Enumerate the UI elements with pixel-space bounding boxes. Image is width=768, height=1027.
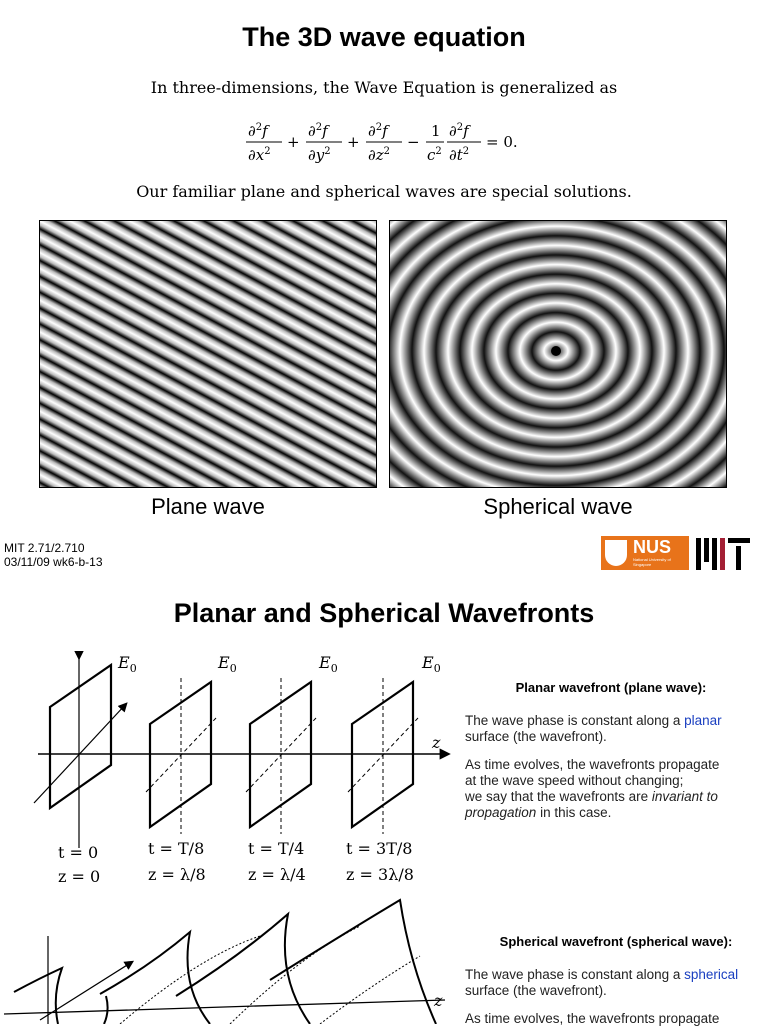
slide-date: 03/11/09 wk6-b-13	[4, 555, 103, 569]
svg-text:∂x2: $\partial x^2$	[248, 146, 271, 164]
svg-text:+: +	[287, 133, 300, 151]
field-label: $E_0$	[218, 653, 237, 675]
frame-z-label: z = 3λ/8	[346, 865, 414, 884]
field-label: $E_0$	[422, 653, 441, 675]
field-label: $E_0$	[319, 653, 338, 675]
svg-text:−: −	[407, 133, 420, 151]
spherical-wave-image	[389, 220, 727, 488]
course-number: MIT 2.71/2.710	[4, 541, 85, 555]
frame-time-label: t = 0	[58, 843, 99, 862]
planar-paragraph-1: The wave phase is constant along a planar surface (the wavefront).	[465, 713, 722, 744]
planar-heading: Planar wavefront (plane wave):	[515, 680, 707, 695]
svg-text:1: 1	[431, 122, 441, 140]
frame-z-label: z = λ/4	[248, 865, 306, 884]
planar-text	[465, 713, 765, 821]
slide2-title: Planar and Spherical Wavefronts	[173, 598, 595, 628]
nus-logo-subtext: National University of Singapore	[633, 557, 671, 567]
frame-z-label: z = λ/8	[148, 865, 206, 884]
plane-wave-image	[39, 220, 377, 488]
nus-crest-icon	[605, 540, 627, 566]
spherical-paragraph-2: As time evolves, the wavefronts propagate	[465, 1011, 720, 1026]
spherical-heading: Spherical wavefront (spherical wave):	[499, 934, 733, 949]
intro-text: In three-dimensions, the Wave Equation is generalized as	[150, 78, 618, 97]
z-axis-label: z	[432, 733, 441, 752]
frame-time-label: t = 3T/8	[346, 839, 413, 858]
svg-text:c2: $c^2$	[427, 146, 442, 164]
z-axis-label: z	[434, 991, 443, 1010]
spherical-wavefront-diagram	[0, 896, 460, 1024]
svg-text:∂y2: $\partial y^2$	[308, 146, 331, 164]
svg-text:+: +	[347, 133, 360, 151]
svg-text:= 0.: = 0.	[486, 133, 518, 151]
wave-equation	[0, 118, 768, 166]
svg-text:∂2f: ∂$^2$f	[308, 122, 328, 140]
special-solutions-text: Our familiar plane and spherical waves are special solutions.	[136, 182, 632, 201]
nus-logo-text: NUS	[633, 537, 672, 557]
svg-text:∂z2: $\partial z^2$	[368, 146, 391, 164]
spherical-wave-caption: Spherical wave	[483, 494, 633, 519]
plane-wave-caption: Plane wave	[151, 494, 265, 519]
spherical-text	[465, 967, 765, 1027]
mit-logo	[694, 536, 762, 572]
planar-wavefront-diagram	[30, 648, 460, 896]
svg-text:∂t2: $\partial t^2$	[449, 146, 470, 164]
slide1-title: The 3D wave equation	[242, 22, 526, 52]
spherical-paragraph-1: The wave phase is constant along a spherical surface (the wavefront).	[465, 967, 739, 998]
slide-footer	[4, 541, 103, 569]
planar-paragraph-2: As time evolves, the wavefronts propagate at the wave speed without changing; we say that the wavefronts are invariant to propagation in this case.	[465, 757, 720, 820]
svg-text:∂2f: ∂$^2$f	[248, 122, 268, 140]
svg-text:∂2f: ∂$^2$f	[449, 122, 469, 140]
frame-time-label: t = T/4	[248, 839, 305, 858]
field-label: $E_0$	[118, 653, 137, 675]
frame-z-label: z = 0	[58, 867, 101, 886]
svg-text:∂2f: ∂$^2$f	[368, 122, 388, 140]
frame-time-label: t = T/8	[148, 839, 205, 858]
nus-logo	[601, 536, 689, 570]
